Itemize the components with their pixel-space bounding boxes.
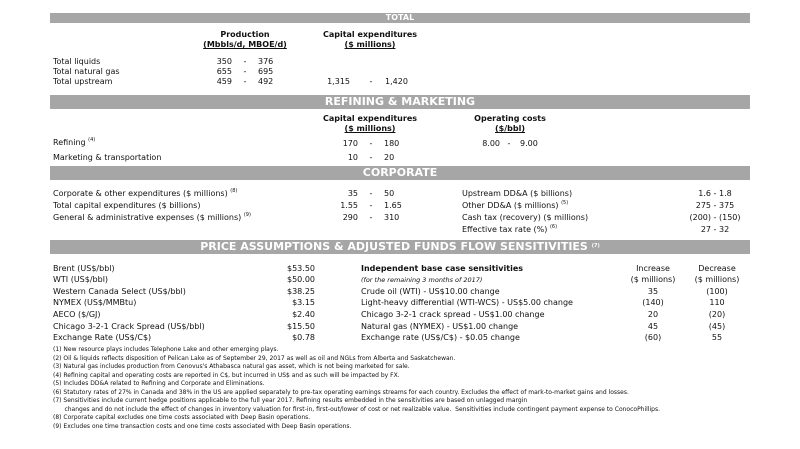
sensitivity-decrease: (20) xyxy=(708,310,726,319)
sensitivity-decrease: 55 xyxy=(711,333,723,342)
total-row-dash: - xyxy=(243,67,247,76)
total-capex-hi: 1,420 xyxy=(385,77,408,86)
increase-header xyxy=(622,264,684,284)
refining-capex-lo: 170 xyxy=(342,139,358,148)
marketing-label: Marketing & transportation xyxy=(53,153,162,162)
footnote: (9) Excludes one time transaction costs and one time costs associated with Deep Basin operations. xyxy=(53,423,352,430)
refining-capex-hi: 180 xyxy=(384,139,400,148)
total-row-lo: 459 xyxy=(216,77,232,86)
total-row-hi: 376 xyxy=(258,57,274,66)
refining-capex-dash: - xyxy=(369,139,373,148)
sensitivity-increase: 35 xyxy=(647,287,659,296)
corporate-row-dash: - xyxy=(369,201,373,210)
refining-capex-header xyxy=(310,114,430,134)
sensitivity-label: Crude oil (WTI) - US$10.00 change xyxy=(361,287,500,296)
footnote: (8) Corporate capital excludes one time costs associated with Deep Basin operations. xyxy=(53,414,311,421)
corporate-right-footnote-ref: (5) xyxy=(561,200,569,206)
assumption-value: $3.15 xyxy=(292,298,315,307)
sensitivity-label: Exchange rate (US$/C$) - $0.05 change xyxy=(361,333,520,342)
total-row-lo: 655 xyxy=(216,67,232,76)
price-header-footnote-ref: (7) xyxy=(591,243,600,249)
corporate-right-value: 1.6 - 1.8 xyxy=(698,189,732,198)
corporate-row-dash: - xyxy=(369,189,373,198)
corporate-row-label xyxy=(53,213,251,222)
assumption-value: $38.25 xyxy=(287,287,315,296)
assumption-label: Western Canada Select (US$/bbl) xyxy=(53,287,186,296)
corporate-right-value: (200) - (150) xyxy=(689,213,741,222)
opex-hi: 9.00 xyxy=(520,139,538,148)
footnote: (4) Refining capital and operating costs are reported in C$, but incurred in US$ and as such will be impacted by FX. xyxy=(53,372,400,379)
corporate-row-hi: 1.65 xyxy=(384,201,402,210)
production-header-units: (Mbbls/d, MBOE/d) xyxy=(203,40,287,49)
corporate-right-label: Cash tax (recovery) ($ millions) xyxy=(462,213,589,222)
total-capex-header-units: ($ millions) xyxy=(344,40,396,49)
total-row-label: Total upstream xyxy=(53,77,113,86)
opex-dash: - xyxy=(507,139,511,148)
refining-footnote-ref: (4) xyxy=(88,137,96,143)
footnote: (1) New resource plays includes Telephone Lake and other emerging plays. xyxy=(53,346,279,353)
sensitivity-increase: (60) xyxy=(644,333,662,342)
sensitivity-label: Light-heavy differential (WTI-WCS) - US$5.00 change xyxy=(361,298,573,307)
sensitivity-increase: 20 xyxy=(647,310,659,319)
assumption-label: Exchange Rate (US$/C$) xyxy=(53,333,152,342)
marketing-capex-hi: 20 xyxy=(384,153,395,162)
corporate-row-hi: 50 xyxy=(384,189,395,198)
corporate-row-label: Total capital expenditures ($ billions) xyxy=(53,201,201,210)
sensitivities-title: Independent base case sensitivities xyxy=(361,264,524,273)
sensitivity-label: Natural gas (NYMEX) - US$1.00 change xyxy=(361,322,519,331)
refining-header-bar: REFINING & MARKETING xyxy=(50,95,750,109)
sensitivity-decrease: (100) xyxy=(706,287,728,296)
decrease-header-title: Decrease xyxy=(698,264,736,273)
corporate-row-lo: 290 xyxy=(342,213,358,222)
total-capex-header-title: Capital expenditures xyxy=(322,30,418,39)
sensitivity-increase: (140) xyxy=(642,298,664,307)
corporate-row-lo: 35 xyxy=(347,189,358,198)
increase-header-title: Increase xyxy=(636,264,670,273)
sensitivity-increase: 45 xyxy=(647,322,659,331)
total-row-hi: 695 xyxy=(258,67,274,76)
decrease-header-units: ($ millions) xyxy=(694,275,740,284)
marketing-capex-dash: - xyxy=(369,153,373,162)
assumption-label: WTI (US$/bbl) xyxy=(53,275,109,284)
total-header-bar: TOTAL xyxy=(50,13,750,23)
total-row-lo: 350 xyxy=(216,57,232,66)
price-header-bar xyxy=(50,240,750,254)
opex-header-units: ($/bbl) xyxy=(495,124,525,133)
refining-label-text: Refining xyxy=(53,138,86,147)
production-header xyxy=(190,30,300,50)
production-header-title: Production xyxy=(220,30,270,39)
corporate-header-bar: CORPORATE xyxy=(50,166,750,180)
increase-header-units: ($ millions) xyxy=(630,275,676,284)
marketing-capex-lo: 10 xyxy=(347,153,358,162)
refining-capex-header-title: Capital expenditures xyxy=(322,114,418,123)
opex-header xyxy=(455,114,565,134)
refining-capex-header-units: ($ millions) xyxy=(344,124,396,133)
footnote: (5) Includes DD&A related to Refining and Corporate and Eliminations. xyxy=(53,380,265,387)
corporate-row-label-text: Corporate & other expenditures ($ millions) xyxy=(53,189,228,198)
assumption-value: $0.78 xyxy=(292,333,315,342)
total-capex-header xyxy=(310,30,430,50)
total-row-dash: - xyxy=(243,77,247,86)
price-header-title: PRICE ASSUMPTIONS & ADJUSTED FUNDS FLOW SENSITIVITIES xyxy=(200,240,588,253)
corporate-right-label: Upstream DD&A ($ billions) xyxy=(462,189,573,198)
corporate-right-label xyxy=(462,201,568,210)
corporate-right-value: 275 - 375 xyxy=(695,201,735,210)
corporate-row-label-text: General & administrative expenses ($ millions) xyxy=(53,213,242,222)
refining-label xyxy=(53,138,95,147)
footnote: (6) Statutory rates of 27% in Canada and 38% in the US are applied separately to pre-tax operating earnings streams for each country. Excludes the effect of mark-to-market gains and losses. xyxy=(53,389,629,396)
decrease-header xyxy=(686,264,748,284)
corporate-right-value: 27 - 32 xyxy=(700,225,730,234)
footnote: (2) Oil & liquids reflects disposition of Pelican Lake as of September 29, 2017 as well as oil and NGLs from Alberta and Saskatchewan. xyxy=(53,355,456,362)
sensitivity-label: Chicago 3-2-1 crack spread - US$1.00 change xyxy=(361,310,545,319)
assumption-label: NYMEX (US$/MMBtu) xyxy=(53,298,137,307)
corporate-right-label xyxy=(462,225,557,234)
total-row-label: Total liquids xyxy=(53,57,101,66)
corporate-row-dash: - xyxy=(369,213,373,222)
sensitivity-decrease: 110 xyxy=(709,298,725,307)
assumption-label: Chicago 3-2-1 Crack Spread (US$/bbl) xyxy=(53,322,205,331)
corporate-row-label xyxy=(53,189,237,198)
corporate-right-footnote-ref: (6) xyxy=(549,224,558,230)
corporate-footnote-ref: (9) xyxy=(243,212,251,218)
assumption-value: $2.40 xyxy=(292,310,315,319)
sensitivity-decrease: (45) xyxy=(708,322,726,331)
total-row-label: Total natural gas xyxy=(53,67,120,76)
corporate-row-hi: 310 xyxy=(384,213,400,222)
footnote: changes and do not include the effect of changes in inventory valuation for first-in, first-out/lower of cost or net realizable value. Sensitivities include contingent payment expense to ConocoPhillips. xyxy=(53,406,660,413)
total-row-hi: 492 xyxy=(258,77,274,86)
corporate-footnote-ref: (8) xyxy=(230,188,238,194)
opex-header-title: Operating costs xyxy=(474,114,546,123)
assumption-label: Brent (US$/bbl) xyxy=(53,264,115,273)
assumption-label: AECO ($/GJ) xyxy=(53,310,101,319)
assumption-value: $15.50 xyxy=(287,322,315,331)
total-capex-lo: 1,315 xyxy=(327,77,350,86)
opex-lo: 8.00 xyxy=(482,139,500,148)
corporate-right-label-text: Other DD&A ($ millions) xyxy=(462,201,559,210)
assumption-value: $50.00 xyxy=(287,275,315,284)
total-row-dash: - xyxy=(243,57,247,66)
sensitivities-subtitle: (for the remaining 3 months of 2017) xyxy=(361,276,483,284)
footnote: (7) Sensitivities include current hedge positions applicable to the full year 2017. Refining results embedded in the sensitivities are based on unlagged margin xyxy=(53,397,528,404)
corporate-row-lo: 1.55 xyxy=(340,201,358,210)
corporate-right-label-text: Effective tax rate (%) xyxy=(462,225,548,234)
footnote: (3) Natural gas includes production from Cenovus's Athabasca natural gas asset, which is not being marketed for sale. xyxy=(53,363,410,370)
assumption-value: $53.50 xyxy=(287,264,315,273)
total-capex-dash: - xyxy=(369,77,373,86)
